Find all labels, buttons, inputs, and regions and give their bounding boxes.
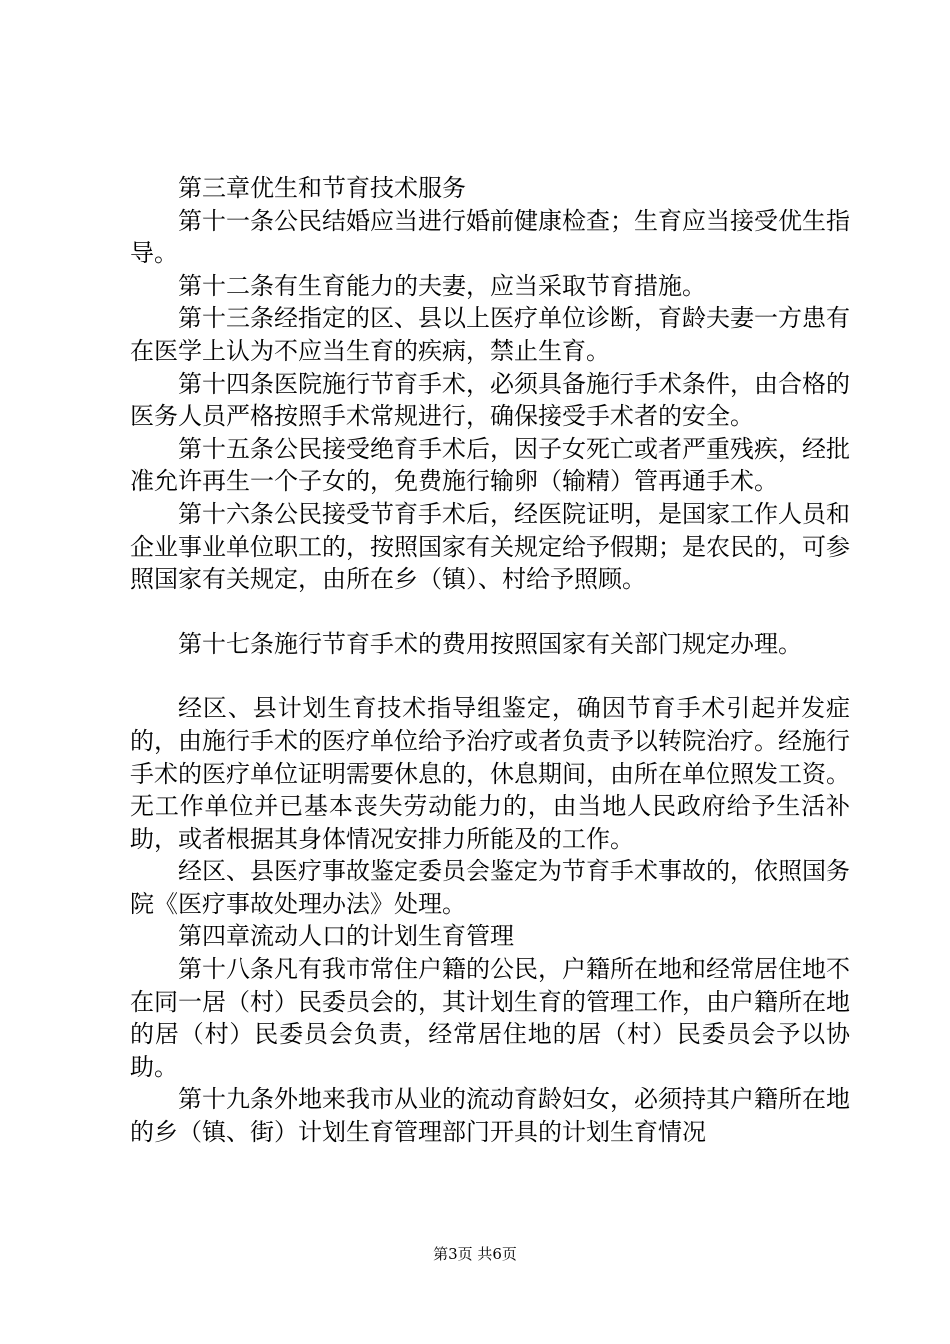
page-footer xyxy=(0,1243,950,1264)
chapter-heading: 第四章流动人口的计划生育管理 xyxy=(178,922,514,951)
article-paragraph: 第十二条有生育能力的夫妻，应当采取节育措施。 xyxy=(178,271,706,300)
article-paragraph: 经区、县医疗事故鉴定委员会鉴定为节育手术事故的，依照国务院《医疗事故处理办法》处理。 xyxy=(130,857,850,918)
article-paragraph: 第十九条外地来我市从业的流动育龄妇女，必须持其户籍所在地的乡（镇、街）计划生育管理部门开具的计划生育情况 xyxy=(130,1085,850,1147)
article-paragraph: 第十三条经指定的区、县以上医疗单位诊断，育龄夫妻一方患有在医学上认为不应当生育的疾病，禁止生育。 xyxy=(130,304,850,365)
article-paragraph: 第十七条施行节育手术的费用按照国家有关部门规定办理。 xyxy=(178,629,802,658)
chapter-heading: 第三章优生和节育技术服务 xyxy=(178,174,466,202)
article-paragraph: 第十一条公民结婚应当进行婚前健康检查；生育应当接受优生指导。 xyxy=(130,206,850,268)
article-paragraph: 第十四条医院施行节育手术，必须具备施行手术条件，由合格的医务人员严格按照手术常规进行，确保接受手术者的安全。 xyxy=(130,369,850,431)
document-body xyxy=(130,172,850,1149)
page-number: 第3页 共6页 xyxy=(433,1245,517,1263)
article-paragraph: 第十五条公民接受绝育手术后，因子女死亡或者严重残疾，经批准允许再生一个子女的，免费施行输卵（输精）管再通手术。 xyxy=(130,434,850,496)
article-paragraph: 第十八条凡有我市常住户籍的公民，户籍所在地和经常居住地不在同一居（村）民委员会的，其计划生育的管理工作，由户籍所在地的居（村）民委员会负责，经常居住地的居（村）民委员会予以协助。 xyxy=(130,955,850,1081)
article-paragraph: 经区、县计划生育技术指导组鉴定，确因节育手术引起并发症的，由施行手术的医疗单位给予治疗或者负责予以转院治疗。经施行手术的医疗单位证明需要休息的，休息期间，由所在单位照发工资。无工作单位并已基本丧失劳动能力的，由当地人民政府给予生活补助，或者根据其身体情况安排力所能及的工作。 xyxy=(130,694,850,853)
article-paragraph: 第十六条公民接受节育手术后，经医院证明，是国家工作人员和企业事业单位职工的，按照国家有关规定给予假期；是农民的，可参照国家有关规定，由所在乡（镇）、村给予照顾。 xyxy=(130,499,850,594)
